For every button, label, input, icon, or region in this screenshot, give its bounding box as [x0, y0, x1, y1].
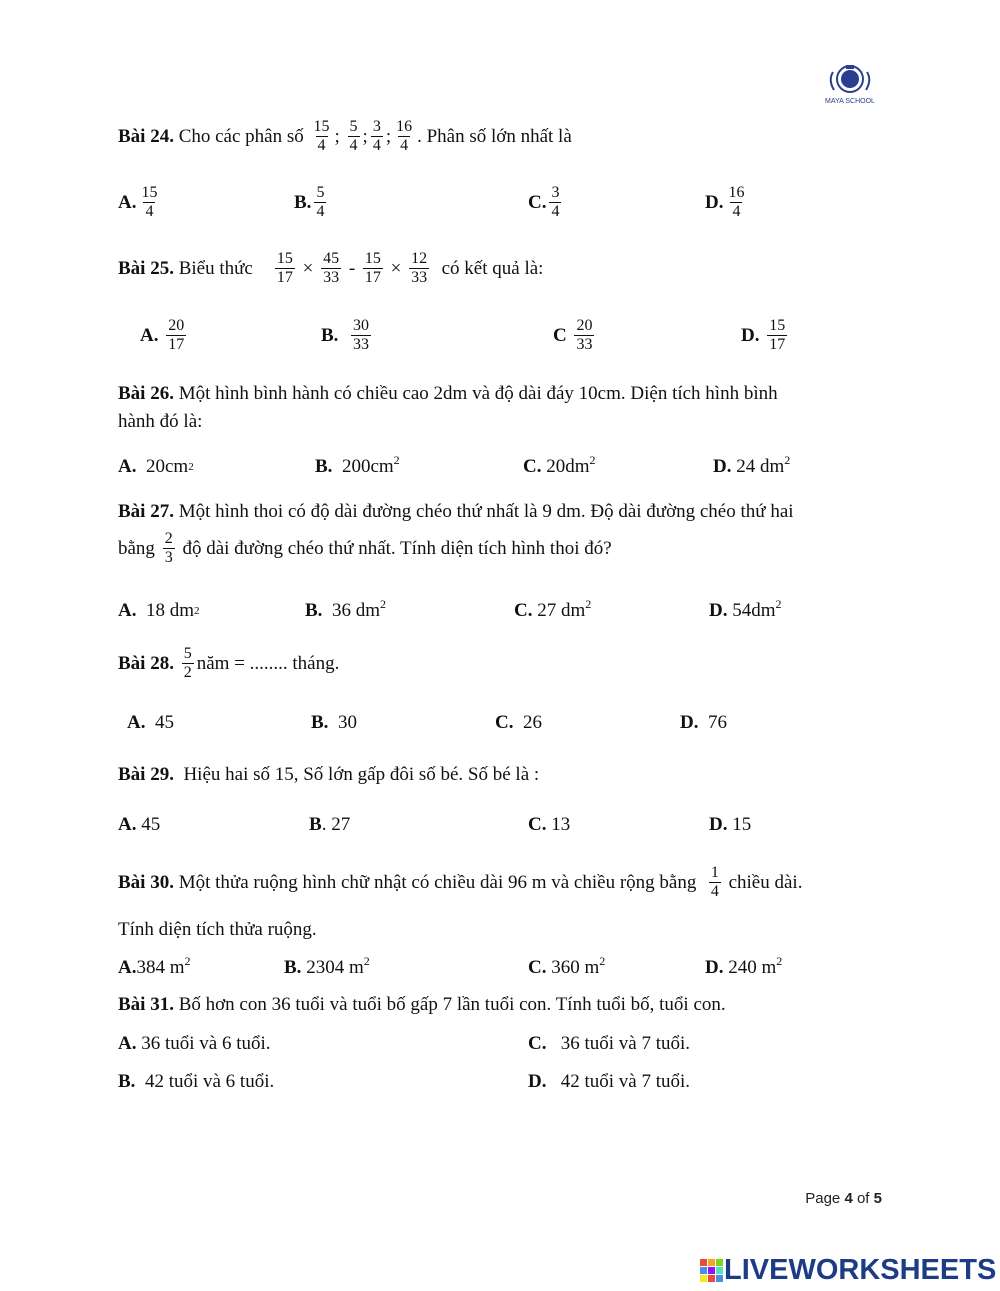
question-26: Bài 26. Một hình bình hành có chiều cao 2dm và độ dài đáy 10cm. Diện tích hình bình	[118, 383, 778, 404]
option-c[interactable]: C. $\frac{3}{4}$	[528, 184, 560, 221]
fraction: $\frac{5}{4}$	[349, 118, 358, 155]
option-b[interactable]: B. 42 tuổi và 6 tuổi.	[118, 1071, 275, 1092]
option-b[interactable]: B. 27	[309, 814, 351, 835]
question-24: Bài 24. Cho các phân số $\frac{15}{4}$ ; $\frac{5}{4}$ ; $\frac{3}{4}$ ; $\frac{16}{4}$ . Phân số lớn nhất là	[118, 118, 572, 155]
question-text: Biểu thức	[178, 257, 253, 279]
question-text: . Phân số lớn nhất là	[417, 125, 572, 147]
option-a[interactable]: A. 36 tuổi và 6 tuổi.	[118, 1033, 271, 1054]
option-a[interactable]: A. $20cm^2$	[118, 456, 194, 477]
option-d[interactable]: D. 42 tuổi và 7 tuổi.	[528, 1071, 691, 1092]
liveworksheets-icon	[700, 1259, 724, 1283]
question-label: Bài 25.	[118, 257, 174, 279]
option-d[interactable]: D. 240 $m^2$	[705, 954, 783, 978]
liveworksheets-text: LIVEWORKSHEETS	[724, 1254, 997, 1286]
page-number: Page 4 of 5	[805, 1190, 882, 1207]
option-c[interactable]: C $\frac{20}{33}$	[553, 317, 593, 354]
option-c[interactable]: C. 13	[528, 814, 571, 835]
school-logo	[818, 62, 882, 112]
fraction: $\frac{16}{4}$	[396, 118, 413, 155]
option-a[interactable]: A. 18 $dm^2$	[118, 600, 200, 621]
option-b[interactable]: B. 30	[311, 712, 357, 733]
option-a[interactable]: A. 45	[118, 814, 161, 835]
option-d[interactable]: D. 76	[680, 712, 727, 733]
option-a[interactable]: A. $\frac{20}{17}$	[140, 317, 185, 354]
question-text: Tính diện tích thửa ruộng.	[118, 919, 317, 940]
question-text: bằng $\frac{2}{3}$ độ dài đường chéo thứ nhất. Tính diện tích hình thoi đó?	[118, 530, 612, 567]
option-b[interactable]: B. $200cm^2$	[315, 453, 400, 477]
option-a[interactable]: A. $\frac{15}{4}$	[118, 184, 158, 221]
question-31: Bài 31. Bố hơn con 36 tuổi và tuổi bố gấp 7 lần tuổi con. Tính tuổi bố, tuổi con.	[118, 994, 726, 1015]
option-c[interactable]: C. 27 $dm^2$	[514, 597, 592, 621]
option-b[interactable]: B. 2304 $m^2$	[284, 954, 370, 978]
question-text: Cho các phân số	[178, 125, 304, 147]
option-c[interactable]: C. $20dm^2$	[523, 453, 596, 477]
fraction: $\frac{15}{4}$	[313, 118, 330, 155]
question-text: hành đó là:	[118, 411, 203, 432]
option-a[interactable]: A. 45	[127, 712, 174, 733]
option-c[interactable]: C. 36 tuổi và 7 tuổi.	[528, 1033, 691, 1054]
fraction: $\frac{3}{4}$	[372, 118, 381, 155]
school-name: MAYA SCHOOL	[825, 98, 875, 105]
option-d[interactable]: D. $54dm^2$	[709, 597, 782, 621]
option-c[interactable]: C. 26	[495, 712, 542, 733]
question-27: Bài 27. Một hình thoi có độ dài đường chéo thứ nhất là 9 dm. Độ dài đường chéo thứ hai	[118, 501, 794, 522]
option-d[interactable]: D. 24 $dm^2$	[713, 453, 791, 477]
question-25: Bài 25. Biểu thức $\frac{15}{17}$ × $\frac{45}{33}$ - $\frac{15}{17}$ × $\frac{12}{33}$ có kết quả là:	[118, 250, 544, 287]
option-c[interactable]: C. 360 $m^2$	[528, 954, 606, 978]
option-a[interactable]: A.384 $m^2$	[118, 954, 191, 978]
option-b[interactable]: B. 36 $dm^2$	[305, 597, 386, 621]
option-b[interactable]: B. $\frac{30}{33}$	[321, 317, 369, 354]
question-29: Bài 29. Hiệu hai số 15, Số lớn gấp đôi số bé. Số bé là :	[118, 764, 540, 785]
question-label: Bài 24.	[118, 125, 174, 147]
question-30: Bài 30. Một thửa ruộng hình chữ nhật có chiều dài 96 m và chiều rộng bằng $\frac{1}{4}$ chiều dài.	[118, 864, 803, 901]
liveworksheets-logo	[700, 1254, 996, 1287]
question-28: Bài 28. $\frac{5}{2}$ năm = ........ tháng.	[118, 645, 340, 682]
option-d[interactable]: D. $\frac{15}{17}$	[741, 317, 786, 354]
option-b[interactable]: B. $\frac{5}{4}$	[294, 184, 325, 221]
option-d[interactable]: D. 15	[709, 814, 752, 835]
option-d[interactable]: D. $\frac{16}{4}$	[705, 184, 745, 221]
question-text: có kết quả là:	[441, 257, 544, 279]
